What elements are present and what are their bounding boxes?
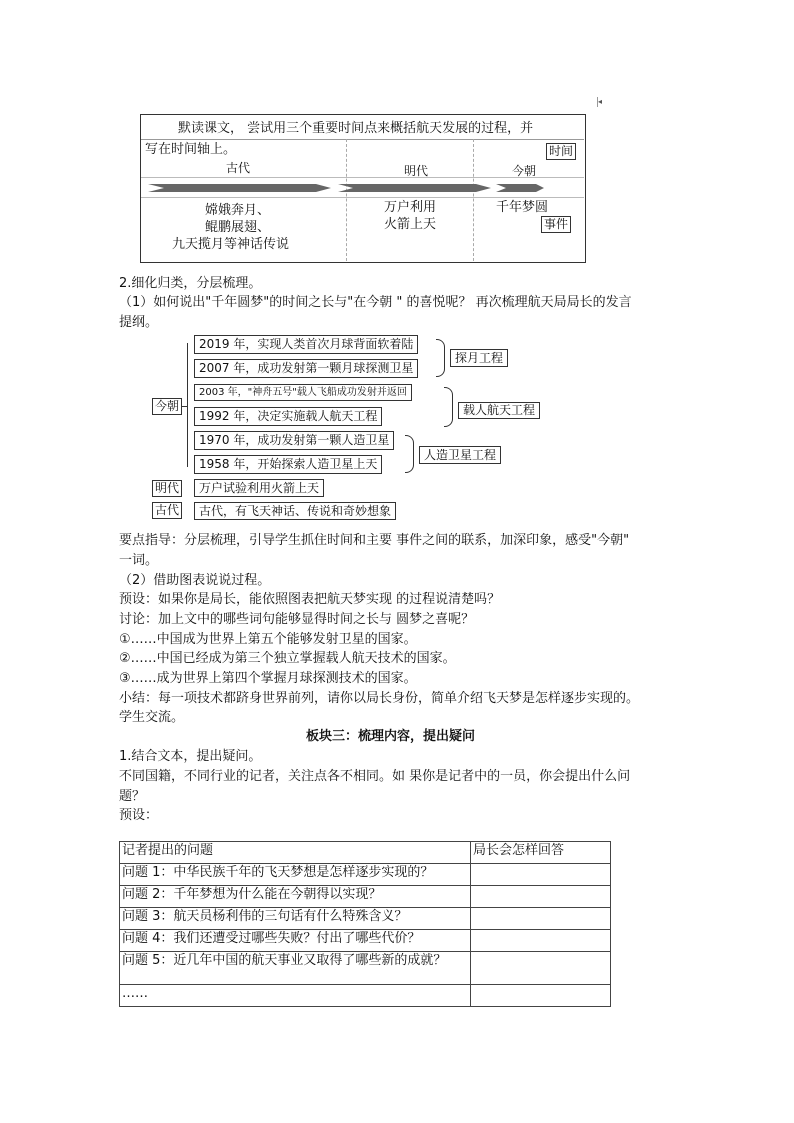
outline-label-ming: 明代	[152, 480, 182, 497]
list-item-1: ①……中国成为世界上第五个能够发射卫星的国家。	[119, 632, 417, 647]
crew-item-1: 2003 年，"神舟五号"载人飞船成功发射并返回	[194, 384, 412, 401]
table-cell-answer	[471, 930, 611, 952]
question-2: （2）借助图表说说过程。	[119, 573, 271, 588]
timeline-instruction-2: 写在时间轴上。	[145, 142, 237, 157]
ancient-item: 古代，有飞天神话、传说和奇妙想象	[194, 502, 396, 520]
timeline-col-divider-2	[473, 139, 474, 261]
sat-group-label: 人造卫星工程	[419, 446, 501, 464]
outline-today-bracket	[187, 343, 188, 467]
summary-line-1: 小结：每一项技术都跻身世界前列，请你以局长身份，简单介绍飞天梦是怎样逐步实现的。	[119, 691, 640, 706]
sat-item-2: 1958 年，开始探索人造卫星上天	[194, 455, 382, 474]
table-cell-answer	[471, 886, 611, 908]
event-ming-2: 火箭上天	[384, 217, 437, 232]
timeline-col-today: 今朝	[512, 164, 537, 178]
crew-group-label: 载人航天工程	[458, 402, 540, 419]
section2-q1-line1: （1）如何说出"千年圆梦"的时间之长与"在今朝 " 的喜悦呢？ 再次梳理航天局局长的发言	[119, 295, 632, 310]
timeline-divider-low	[141, 197, 584, 198]
table-cell-question: 问题 5：近几年中国的航天事业又取得了哪些新的成就？	[120, 952, 471, 985]
timeline-col-divider-1	[346, 139, 347, 261]
summary-line-2: 学生交流。	[119, 710, 185, 725]
preset-1: 预设：如果你是局长，能依照图表把航天梦实现 的过程说清楚吗？	[119, 592, 501, 607]
outline-today-connector	[181, 406, 188, 407]
timeline-col-ancient: 古代	[226, 161, 251, 175]
section2-heading: 2.细化归类，分层梳理。	[119, 276, 262, 291]
table-row	[120, 985, 611, 1007]
table-header-questions: 记者提出的问题	[120, 842, 471, 864]
table-header-row	[120, 842, 611, 864]
table-cell-answer	[471, 864, 611, 886]
event-ancient-3: 九天揽月等神话传说	[172, 237, 290, 252]
table-cell-answer	[471, 908, 611, 930]
table-header-answers: 局长会怎样回答	[471, 842, 611, 864]
section1-heading: 1.结合文本，提出疑问。	[119, 749, 262, 764]
table-cell-answer	[471, 985, 611, 1007]
axis-arrow-ancient	[148, 184, 331, 192]
question-table	[119, 841, 611, 1007]
crew-brace	[444, 387, 453, 427]
preset-2: 预设：	[119, 808, 159, 823]
event-tag: 事件	[541, 216, 571, 233]
list-item-3: ③……成为世界上第四个掌握月球探测技术的国家。	[119, 671, 417, 686]
table-row	[120, 864, 611, 886]
event-ancient-1: 嫦娥奔月、	[205, 203, 271, 218]
table-row	[120, 930, 611, 952]
table-cell-question: 问题 2：千年梦想为什么能在今朝得以实现？	[120, 886, 471, 908]
section1-line-2: 题？	[119, 789, 146, 804]
timeline-divider-top	[141, 139, 584, 140]
table-cell-question: 问题 4：我们还遭受过哪些失败？付出了哪些代价？	[120, 930, 471, 952]
sat-brace	[405, 435, 414, 473]
margin-marker: ◂	[598, 97, 603, 106]
table-cell-question: ……	[120, 985, 471, 1007]
moon-item-2: 2007 年，成功发射第一颗月球探测卫星	[194, 359, 418, 378]
guide-line-2: 一词。	[119, 553, 159, 568]
timeline-axis	[146, 181, 546, 195]
table-cell-question: 问题 1：中华民族千年的飞天梦想是怎样逐步实现的？	[120, 864, 471, 886]
axis-arrow-today	[496, 184, 544, 192]
table-cell-answer	[471, 952, 611, 985]
event-ming-1: 万户利用	[384, 200, 437, 215]
event-today: 千年梦圆	[496, 200, 549, 215]
outline-label-ancient: 古代	[152, 502, 182, 519]
sat-item-1: 1970 年，成功发射第一颗人造卫星	[194, 431, 394, 450]
list-item-2: ②……中国已经成为第三个独立掌握载人航天技术的国家。	[119, 651, 456, 666]
section2-q1-line2: 提纲。	[119, 315, 159, 330]
crew-item-2: 1992 年，决定实施载人航天工程	[194, 407, 382, 426]
section1-line-1: 不同国籍，不同行业的记者，关注点各不相同。如 果你是记者中的一员，你会提出什么问	[119, 769, 631, 784]
table-cell-question: 问题 3：航天员杨利伟的三句话有什么特殊含义？	[120, 908, 471, 930]
outline-label-today: 今朝	[152, 398, 182, 415]
axis-arrow-ming	[338, 184, 491, 192]
moon-group-label: 探月工程	[450, 349, 508, 367]
timeline-instruction-1: 默读课文， 尝试用三个重要时间点来概括航天发展的过程，并	[178, 121, 534, 136]
block3-title: 板块三：梳理内容，提出疑问	[306, 729, 476, 744]
moon-brace	[436, 339, 445, 377]
table-row	[120, 886, 611, 908]
event-ancient-2: 鲲鹏展翅、	[205, 220, 271, 235]
discuss: 讨论：加上文中的哪些词句能够显得时间之长与 圆梦之喜呢？	[119, 612, 475, 627]
timeline-col-ming: 明代	[404, 164, 429, 178]
ming-item: 万户试验利用火箭上天	[194, 479, 324, 497]
moon-item-1: 2019 年，实现人类首次月球背面软着陆	[194, 335, 418, 354]
table-row	[120, 952, 611, 985]
guide-line-1: 要点指导：分层梳理，引导学生抓住时间和主要 事件之间的联系，加深印象，感受"今朝"	[119, 533, 630, 548]
time-tag: 时间	[546, 143, 576, 160]
table-row	[120, 908, 611, 930]
